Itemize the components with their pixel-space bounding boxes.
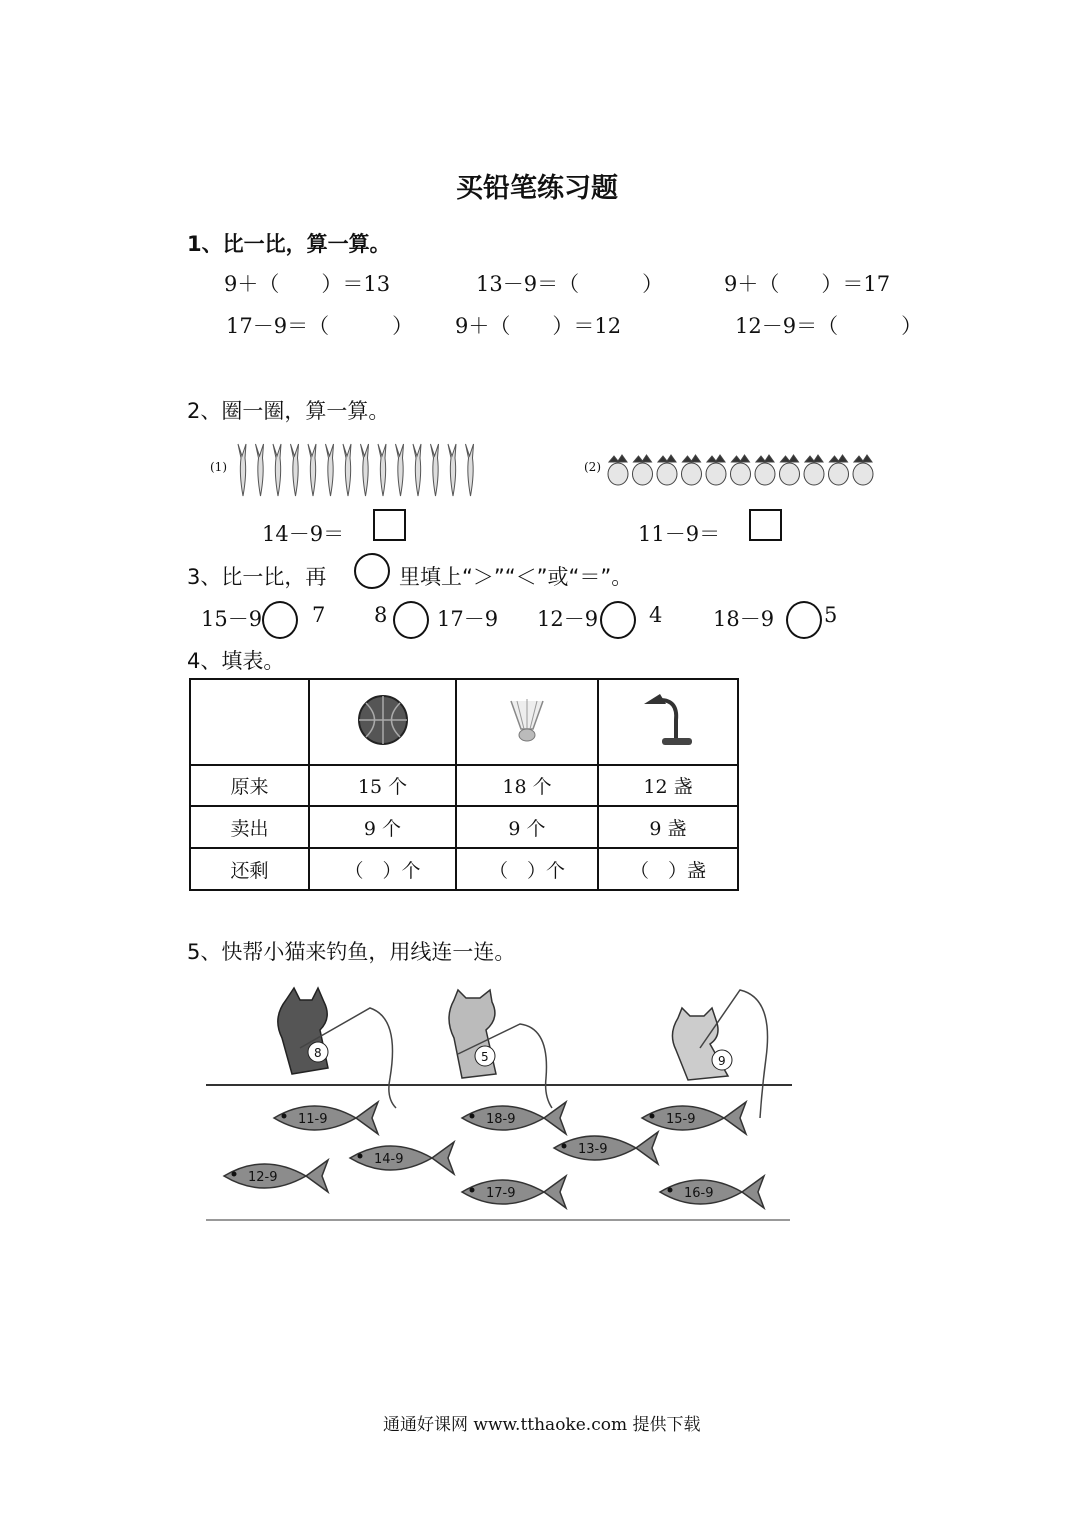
q1-equation: 9＋（ ）＝13 [224, 272, 391, 296]
row-label: 卖出 [190, 806, 309, 848]
q5-heading: 5、快帮小猫来钓鱼，用线连一连。 [187, 940, 516, 964]
q1-equation: 12－9＝（ ） [735, 314, 923, 338]
cat-number: 5 [481, 1050, 489, 1064]
radish-icon [378, 444, 386, 496]
header-cell [309, 679, 456, 765]
compare-left: 15－9 [201, 607, 263, 631]
fish-label: 18-9 [486, 1112, 516, 1127]
strawberry-leaf-icon [756, 455, 774, 462]
radish-icon [273, 444, 281, 496]
fish-icon[interactable] [274, 1102, 378, 1134]
q1-equation: 13－9＝（ ） [476, 272, 664, 296]
row-label: 还剩 [190, 848, 309, 890]
desk-lamp-icon [638, 690, 698, 750]
radish-icon [448, 444, 456, 496]
radishes-icon [232, 440, 482, 498]
empty-header-cell [190, 679, 309, 765]
compare-circle[interactable] [786, 601, 822, 639]
fish-icon[interactable] [462, 1176, 566, 1208]
cat-icon[interactable] [449, 990, 552, 1108]
strawberry-icon [682, 463, 702, 485]
strawberry-leaf-icon [609, 455, 627, 462]
answer-cell[interactable]: （ ）个 [309, 848, 456, 890]
strawberry-icon [657, 463, 677, 485]
compare-right: 5 [824, 603, 838, 627]
row-label: 原来 [190, 765, 309, 806]
radish-icon [238, 444, 246, 496]
strawberry-leaf-icon [805, 455, 823, 462]
fish-icon[interactable] [224, 1160, 328, 1192]
answer-cell[interactable]: （ ）个 [456, 848, 598, 890]
radish-icon [308, 444, 316, 496]
shuttlecock-icon [505, 695, 549, 745]
radish-icon [413, 444, 421, 496]
answer-box-2[interactable] [749, 509, 782, 541]
table-cell: 15 个 [309, 765, 456, 806]
fish-icon[interactable] [642, 1102, 746, 1134]
cat-icon[interactable] [672, 990, 767, 1118]
strawberry-leaf-icon [854, 455, 872, 462]
strawberry-leaf-icon [732, 455, 750, 462]
footer-text: 通通好课网 www.tthaoke.com 提供下载 [383, 1415, 701, 1435]
strawberry-icon [755, 463, 775, 485]
fish-icon[interactable] [554, 1132, 658, 1164]
q1-equation: 9＋（ ）＝12 [455, 314, 622, 338]
table-cell: 9 盏 [598, 806, 738, 848]
strawberry-icon [633, 463, 653, 485]
q1-equation: 17－9＝（ ） [226, 314, 414, 338]
strawberry-icon [829, 463, 849, 485]
table-cell: 9 个 [456, 806, 598, 848]
strawberry-icon [780, 463, 800, 485]
radish-icon [396, 444, 404, 496]
table-cell: 18 个 [456, 765, 598, 806]
answer-box-1[interactable] [373, 509, 406, 541]
strawberry-icon [731, 463, 751, 485]
strawberry-icon [706, 463, 726, 485]
header-cell [598, 679, 738, 765]
radish-icon [466, 444, 474, 496]
page-title: 买铅笔练习题 [456, 173, 618, 204]
cat-icon[interactable] [278, 988, 396, 1108]
compare-right: 17－9 [437, 607, 499, 631]
q2-label-1: (1) [210, 460, 227, 474]
compare-right: 4 [649, 603, 663, 627]
radish-icon [291, 444, 299, 496]
fish-label: 15-9 [666, 1112, 696, 1127]
table-cell: 12 盏 [598, 765, 738, 806]
q1-heading: 1、比一比，算一算。 [187, 232, 391, 256]
compare-right: 7 [312, 603, 326, 627]
strawberry-leaf-icon [707, 455, 725, 462]
fish-label: 14-9 [374, 1152, 404, 1167]
radish-icon [256, 444, 264, 496]
basketball-icon [356, 693, 410, 747]
q2-equation-2: 11－9＝ [638, 522, 721, 546]
strawberry-leaf-icon [634, 455, 652, 462]
header-cell [456, 679, 598, 765]
compare-left: 12－9 [537, 607, 599, 631]
strawberry-icon [608, 463, 628, 485]
compare-circle[interactable] [393, 601, 429, 639]
radish-icon [343, 444, 351, 496]
strawberry-leaf-icon [781, 455, 799, 462]
strawberry-icon [804, 463, 824, 485]
fish-icon[interactable] [350, 1142, 454, 1174]
radish-icon [326, 444, 334, 496]
fishing-illustration [200, 978, 800, 1228]
fish-label: 16-9 [684, 1186, 714, 1201]
answer-cell[interactable]: （ ）盏 [598, 848, 738, 890]
q2-equation-1: 14－9＝ [262, 522, 345, 546]
cat-number: 9 [718, 1054, 726, 1068]
q2-heading: 2、圈一圈，算一算。 [187, 399, 390, 423]
strawberry-icon [853, 463, 873, 485]
fish-label: 11-9 [298, 1112, 328, 1127]
radish-icon [431, 444, 439, 496]
strawberry-leaf-icon [830, 455, 848, 462]
fish-label: 12-9 [248, 1170, 278, 1185]
fish-label: 17-9 [486, 1186, 516, 1201]
compare-circle[interactable] [262, 601, 298, 639]
strawberry-leaf-icon [683, 455, 701, 462]
q3-heading: 3、比一比，再 [187, 565, 327, 589]
cat-number: 8 [314, 1046, 322, 1060]
strawberry-leaf-icon [658, 455, 676, 462]
fill-table [189, 678, 739, 891]
q3-heading-rest: 里填上“＞”“＜”或“＝”。 [399, 565, 633, 589]
strawberries-icon [604, 452, 886, 488]
compare-left: 8 [374, 603, 388, 627]
q1-equation: 9＋（ ）＝17 [724, 272, 891, 296]
fish-label: 13-9 [578, 1142, 608, 1157]
fish-icon[interactable] [660, 1176, 764, 1208]
q2-label-2: (2) [584, 460, 601, 474]
compare-circle[interactable] [600, 601, 636, 639]
radish-icon [361, 444, 369, 496]
compare-left: 18－9 [713, 607, 775, 631]
table-cell: 9 个 [309, 806, 456, 848]
heading-circle-icon [354, 553, 390, 589]
q4-heading: 4、填表。 [187, 649, 285, 673]
